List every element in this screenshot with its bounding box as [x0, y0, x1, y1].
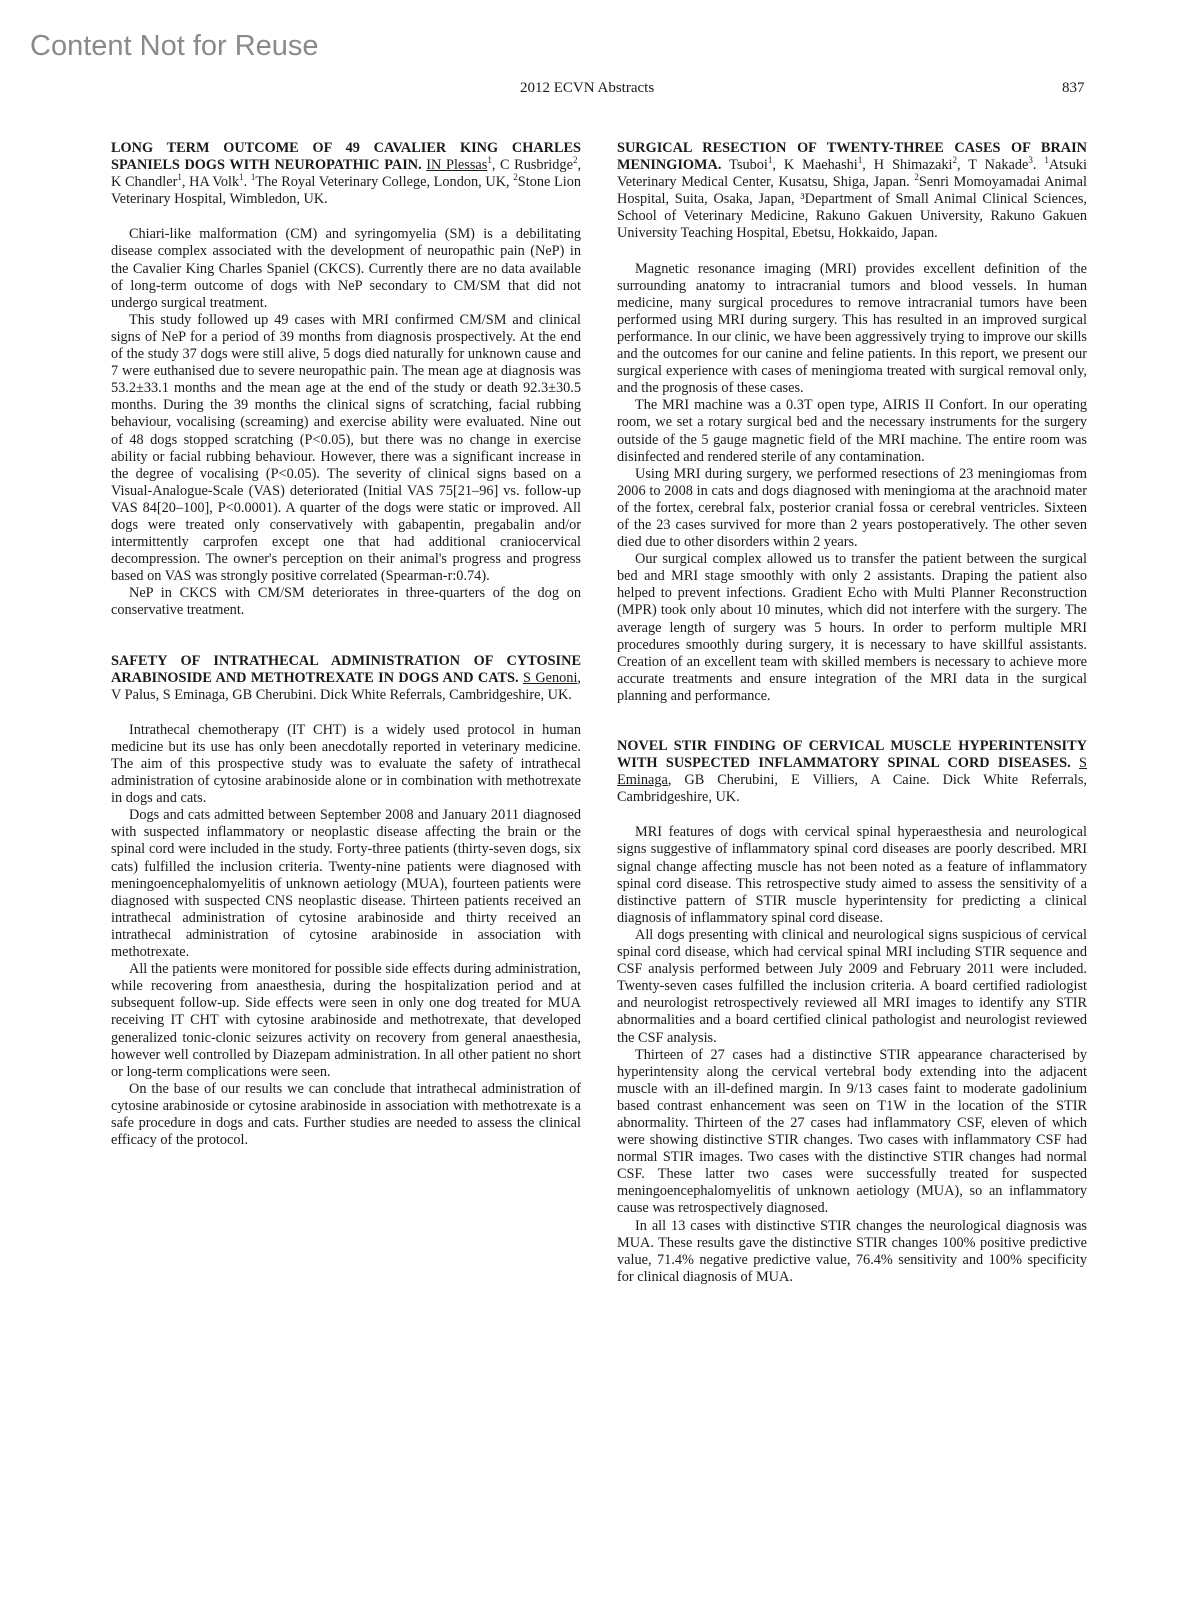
affiliation: The Royal Veterinary College, London, UK, — [255, 174, 514, 191]
abstract-paragraph: All the patients were monitored for possible side effects during administration, while recovering from anaesthesia, during the hospitalization period and at subsequent follow-up. Side effects were seen in only one dog treated for MUA receiving IT CHT with cytosine arabinoside and methotrexate, that developed generalized tonic-clonic seizures activity on recovery from general anaesthesia, however well controlled by Diazepam administration. In all other patient no short or long-term complications were seen. — [111, 961, 581, 1080]
abstract-paragraph: NeP in CKCS with CM/SM deteriorates in three-quarters of the dog on conservative treatment. — [111, 585, 581, 619]
abstract-title: SAFETY OF INTRATHECAL ADMINISTRATION OF CYTOSINE ARABINOSIDE AND METHOTREXATE IN DOGS AND CATS. — [111, 652, 581, 686]
author-name: , HA Volk — [181, 174, 240, 191]
affiliation-marker: 1 — [250, 172, 256, 183]
abstract-paragraph: Magnetic resonance imaging (MRI) provides excellent definition of the surrounding anatomy to intracranial tumors and blood vessels. In human medicine, many surgical procedures to remove intracranial tumors have been performed using MRI during surgery. This has resulted in an improved surgical performance. In our clinic, we have been aggressively trying to improve our skills and the outcomes for our canine and feline patients. In this report, we present our surgical experience with cases of meningioma treated with surgical removal only, and the prognosis of these cases. — [617, 260, 1087, 397]
affiliation-marker: 1 — [487, 155, 492, 166]
affiliation-marker: 1 — [239, 172, 244, 183]
abstract-paragraph: Intrathecal chemotherapy (IT CHT) is a widely used protocol in human medicine but its use has only been anecdotally reported in veterinary medicine. The aim of this prospective study was to evaluate the safety of intrathecal administration of cytosine arabinoside alone or in combination with methotrexate in dogs and cats. — [111, 721, 581, 807]
page-number: 837 — [1062, 80, 1085, 96]
abstract — [111, 653, 581, 1150]
affiliation-marker: 1 — [857, 155, 863, 166]
abstract-paragraph: MRI features of dogs with cervical spinal hyperaesthesia and neurological signs suggestive of inflammatory spinal cord diseases are poorly described. MRI signal change affecting muscle has not been noted as a feature of inflammatory spinal cord disease. This retrospective study aimed to assess the sensitivity of a distinctive pattern of STIR muscle hyperintensity for predicting a clinical diagnosis of inflammatory spinal cord disease. — [617, 824, 1087, 926]
affiliation: Atsuki Veterinary Medical Center, Kusatsu, Shiga, Japan. — [617, 157, 1087, 191]
presenting-author: IN Plessas — [426, 157, 488, 174]
abstract-title: LONG TERM OUTCOME OF 49 CAVALIER KING CHARLES SPANIELS DOGS WITH NEUROPATHIC PAIN. — [111, 140, 581, 174]
abstract-header — [111, 140, 581, 208]
author-name: , H Shimazaki — [862, 157, 953, 174]
abstract-paragraph: Our surgical complex allowed us to transfer the patient between the surgical bed and MRI stage smoothly with only 2 assistants. Draping the patient also helped to prevent infections. Gradient Echo with Multi Planner Reconstruction (MPR) took only about 10 minutes, which did not interfere with the surgery. The average length of surgery was 5 hours. In order to perform multiple MRI procedures smoothly during surgery, it is necessary to have skillful assistants. Creation of an excellent team with skilled members is necessary to achieve more accurate treatments and ensure integration of the MRI data in the surgical planning and performance. — [617, 551, 1087, 704]
affiliation: Dick White Referrals, Cambridgeshire, UK. — [617, 772, 1087, 806]
affiliation: Dick White Referrals, Cambridgeshire, UK. — [320, 686, 572, 703]
abstract-paragraph: All dogs presenting with clinical and neurological signs suspicious of cervical spinal cord disease, which had cervical spinal MRI including STIR sequence and CSF analysis performed between July 2009 and February 2011 were included. Twenty-seven cases fulfilled the inclusion criteria. A board certified radiologist and neurologist retrospectively reviewed all MRI images to identify any STIR abnormalities and a board certified clinical pathologist and neurologist reviewed the CSF analysis. — [617, 926, 1087, 1046]
author-name: . — [243, 174, 251, 191]
right-column — [617, 140, 1087, 1319]
affiliation-marker: 1 — [767, 155, 773, 166]
left-column — [111, 140, 581, 1182]
abstract-paragraph: In all 13 cases with distinctive STIR changes the neurological diagnosis was MUA. These results gave the distinctive STIR changes 100% positive predictive value, 71.4% negative predictive value, 76.4% sensitivity and 100% specificity for clinical diagnosis of MUA. — [617, 1217, 1087, 1285]
watermark: Content Not for Reuse — [30, 30, 319, 62]
affiliation-marker: 3 — [1028, 155, 1033, 166]
affiliation: Senri Momoyamadai Animal Hospital, Suita, Osaka, Japan, ³Department of Small Animal Clinical Sciences, School of Veterinary Medicine, Rakuno Gakuen University, Rakuno Gakuen University Teaching Hospital, Ebetsu, Hokkaido, Japan. — [617, 174, 1087, 242]
author-name: Tsuboi — [729, 157, 768, 174]
abstract-paragraph: Using MRI during surgery, we performed resections of 23 meningiomas from 2006 to 2008 in cats and dogs diagnosed with meningioma at the arachnoid mater of the fortex, cerebral falx, posterior cranial fossa or cerebral ventricles. Sixteen of the 23 cases survived for more than 2 years postoperatively. The other seven died due to other disorders within 2 years. — [617, 465, 1087, 551]
abstract-header — [617, 140, 1087, 243]
author-name: , GB Cherubini, E Villiers, A Caine. — [667, 772, 943, 789]
affiliation-marker: 2 — [513, 172, 518, 183]
affiliation-marker: 1 — [1044, 155, 1049, 166]
affiliation-marker: 2 — [952, 155, 957, 166]
author-name: , T Nakade — [956, 157, 1029, 174]
abstract — [617, 140, 1087, 705]
abstract-paragraph: On the base of our results we can conclude that intrathecal administration of cytosine arabinoside or cytosine arabinoside in association with methotrexate is a safe procedure in dogs and cats. Further studies are needed to assess the clinical efficacy of the protocol. — [111, 1080, 581, 1149]
abstract-header — [111, 653, 581, 704]
affiliation-marker: 1 — [177, 172, 182, 183]
abstract-paragraph: Thirteen of 27 cases had a distinctive STIR appearance characterised by hyperintensity along the cervical vertebral body extending into the adjacent muscle with an ill-defined margin. In 9/13 cases faint to moderate gadolinium based contrast enhancement was seen on T1W in the location of the STIR abnormality. Thirteen of the 27 cases had inflammatory CSF, eleven of which were showing distinctive STIR changes. Two cases with inflammatory CSF had normal STIR images. Two cases with the distinctive STIR changes had normal CSF. These latter two cases were successfully treated for suspected meningoencephalomyelitis of unknown aetiology (MUA), so an inflammatory cause was retrospectively diagnosed. — [617, 1046, 1087, 1217]
abstract-paragraph: Dogs and cats admitted between September 2008 and January 2011 diagnosed with suspected inflammatory or neoplastic disease affecting the brain or the spinal cord were included in the study. Forty-three patients (thirty-seven dogs, six cats) fulfilled the inclusion criteria. Twenty-nine patients were diagnosed with meningoencephalomyelitis of unknown aetiology (MUA), fourteen patients were diagnosed with suspected CNS neoplastic disease. Thirteen patients received an intrathecal administration of cytosine arabinoside and thirty received an intrathecal administration of cytosine arabinoside in association with methotrexate. — [111, 807, 581, 961]
abstract — [617, 738, 1087, 1286]
author-name: , K Maehashi — [772, 157, 858, 174]
abstract-title: NOVEL STIR FINDING OF CERVICAL MUSCLE HYPERINTENSITY WITH SUSPECTED INFLAMMATORY SPINAL CORD DISEASES. — [617, 738, 1087, 772]
abstract-paragraph: The MRI machine was a 0.3T open type, AIRIS II Confort. In our operating room, we set a rotary surgical bed and the necessary instruments for the surgery outside of the 5 gauge magnetic field of the MRI machine. The entire room was disinfected and rendered sterile of any contamination. — [617, 397, 1087, 465]
affiliation: Stone Lion Veterinary Hospital, Wimbledon, UK. — [111, 174, 581, 208]
affiliation-marker: 2 — [572, 155, 578, 166]
abstract-paragraph: Chiari-like malformation (CM) and syringomyelia (SM) is a debilitating disease complex associated with the development of neuropathic pain (NeP) in the Cavalier King Charles Spaniel (CKCS). Currently there are no data available of long-term outcome of dogs with NeP secondary to CM/SM that did not undergo surgical treatment. — [111, 226, 581, 311]
presenting-author: S Eminaga — [617, 755, 1087, 789]
abstract-header — [617, 738, 1087, 806]
abstract-paragraph: This study followed up 49 cases with MRI confirmed CM/SM and clinical signs of NeP for a period of 39 months from diagnosis prospectively. At the end of the study 37 dogs were still alive, 5 dogs died naturally for unknown cause and 7 were euthanised due to severe neuropathic pain. The mean age at diagnosis was 53.2±33.1 months and the mean age at the end of the study or death 92.3±30.5 months. During the 39 months the clinical signs of scratching, facial rubbing behaviour, vocalising (screaming) and exercise ability were evaluated. Nine out of 48 dogs stopped scratching (P<0.05), but there was no change in exercise ability or facial rubbing behaviour. However, there was a significant increase in the degree of vocalising (P<0.05). The severity of clinical signs based on a Visual-Analogue-Scale (VAS) deteriorated (Initial VAS 75[21–96] vs. follow-up VAS 84[20–100], P<0.0001). A quarter of the dogs were static or improved. All dogs were treated only conservatively with gabapentin, pregabalin and/or intermittently carprofen except one that had additional craniocervical decompression. The owner's perception on their animal's progress and progress based on VAS was strongly positive correlated (Spearman-r:0.74). — [111, 311, 581, 585]
journal-title: 2012 ECVN Abstracts — [520, 80, 655, 96]
affiliation-marker: 2 — [914, 172, 919, 183]
author-name: . — [1032, 157, 1045, 174]
author-name: , C Rusbridge — [491, 157, 573, 174]
abstract — [111, 140, 581, 620]
author-name: , V Palus, S Eminaga, GB Cherubini. — [111, 669, 581, 703]
author-name: , K Chandler — [111, 157, 582, 191]
abstract-title: SURGICAL RESECTION OF TWENTY-THREE CASES OF BRAIN MENINGIOMA. — [617, 140, 1087, 174]
presenting-author: S Genoni — [522, 669, 578, 686]
